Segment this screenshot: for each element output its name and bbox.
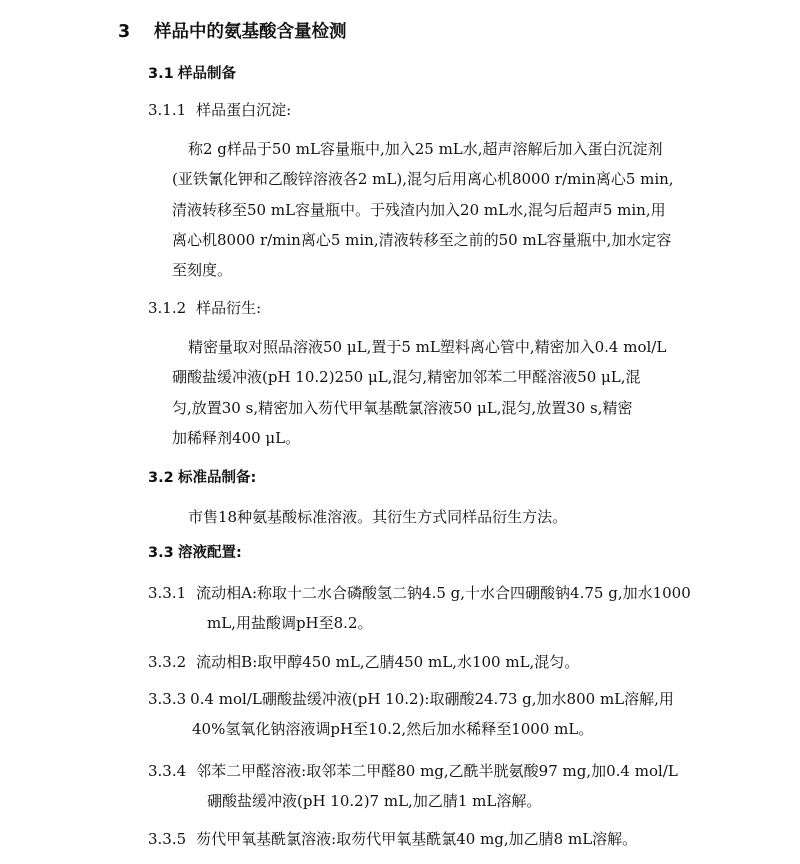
list-item-number: 3.3.1: [148, 584, 187, 602]
list-item-number: 3.3.3: [148, 690, 187, 708]
section-title: 样品中的氨基酸含量检测: [154, 22, 347, 42]
subsection-number: 3.3: [148, 545, 174, 561]
list-item-text: 0.4 mol/L硼酸盐缓冲液(pH 10.2):取硼酸24.73 g,加水800 mL溶解,用: [190, 690, 674, 708]
subsubsection-title: 样品衍生:: [196, 299, 262, 317]
subsection-title: 标准品制备:: [178, 470, 257, 486]
section-heading: [118, 20, 347, 44]
list-item-text: 芴代甲氧基酰氯溶液:取芴代甲氧基酰氯40 mg,加乙腈8 mL溶解。: [196, 830, 638, 848]
subsection-heading-3-2: [148, 468, 256, 488]
list-item-continuation: 40%氢氧化钠溶液调pH至10.2,然后加水稀释至1000 mL。: [192, 720, 594, 738]
subsubsection-title: 样品蛋白沉淀:: [196, 101, 292, 119]
subsubsection-heading-3-1-1: [148, 100, 291, 120]
paragraph-line: 至刻度。: [172, 261, 233, 279]
list-item-text: 流动相A:称取十二水合磷酸氢二钠4.5 g,十水合四硼酸钠4.75 g,加水1000: [196, 584, 691, 602]
paragraph-line: 匀,放置30 s,精密加入芴代甲氧基酰氯溶液50 μL,混匀,放置30 s,精密: [172, 399, 633, 417]
list-item-3-3-5: [148, 829, 637, 849]
paragraph-line: (亚铁氰化钾和乙酸锌溶液各2 mL),混匀后用离心机8000 r/min离心5 min,: [172, 170, 674, 188]
subsubsection-number: 3.1.2: [148, 299, 187, 317]
subsubsection-heading-3-1-2: [148, 298, 261, 318]
list-item-text: 邻苯二甲醛溶液:取邻苯二甲醛80 mg,乙酰半胱氨酸97 mg,加0.4 mol/L: [196, 762, 678, 780]
list-item-number: 3.3.4: [148, 762, 187, 780]
subsection-number: 3.2: [148, 470, 174, 486]
subsection-number: 3.1: [148, 66, 174, 82]
list-item-continuation: mL,用盐酸调pH至8.2。: [207, 614, 373, 632]
paragraph-line: 精密量取对照品溶液50 μL,置于5 mL塑料离心管中,精密加入0.4 mol/L: [188, 338, 667, 356]
subsubsection-number: 3.1.1: [148, 101, 187, 119]
paragraph-line: 离心机8000 r/min离心5 min,清液转移至之前的50 mL容量瓶中,加水定容: [172, 231, 672, 249]
list-item-3-3-4: [148, 761, 678, 781]
paragraph-line: 称2 g样品于50 mL容量瓶中,加入25 mL水,超声溶解后加入蛋白沉淀剂: [188, 140, 663, 158]
subsection-heading-3-1: [148, 64, 236, 84]
subsection-title: 溶液配置:: [178, 545, 242, 561]
paragraph-line: 加稀释剂400 μL。: [172, 429, 301, 447]
list-item-number: 3.3.5: [148, 830, 187, 848]
paragraph-line: 硼酸盐缓冲液(pH 10.2)250 μL,混匀,精密加邻苯二甲醛溶液50 μL,混: [172, 368, 641, 386]
paragraph-line: 市售18种氨基酸标准溶液。其衍生方式同样品衍生方法。: [188, 508, 568, 526]
list-item-text: 流动相B:取甲醇450 mL,乙腈450 mL,水100 mL,混匀。: [196, 653, 580, 671]
list-item-3-3-3: [148, 689, 674, 709]
subsection-title: 样品制备: [178, 66, 236, 82]
list-item-3-3-2: [148, 652, 579, 672]
section-number: 3: [118, 22, 131, 42]
subsection-heading-3-3: [148, 543, 242, 563]
list-item-number: 3.3.2: [148, 653, 187, 671]
paragraph-line: 清液转移至50 mL容量瓶中。于残渣内加入20 mL水,混匀后超声5 min,用: [172, 201, 666, 219]
list-item-3-3-1: [148, 583, 691, 603]
list-item-continuation: 硼酸盐缓冲液(pH 10.2)7 mL,加乙腈1 mL溶解。: [207, 792, 542, 810]
